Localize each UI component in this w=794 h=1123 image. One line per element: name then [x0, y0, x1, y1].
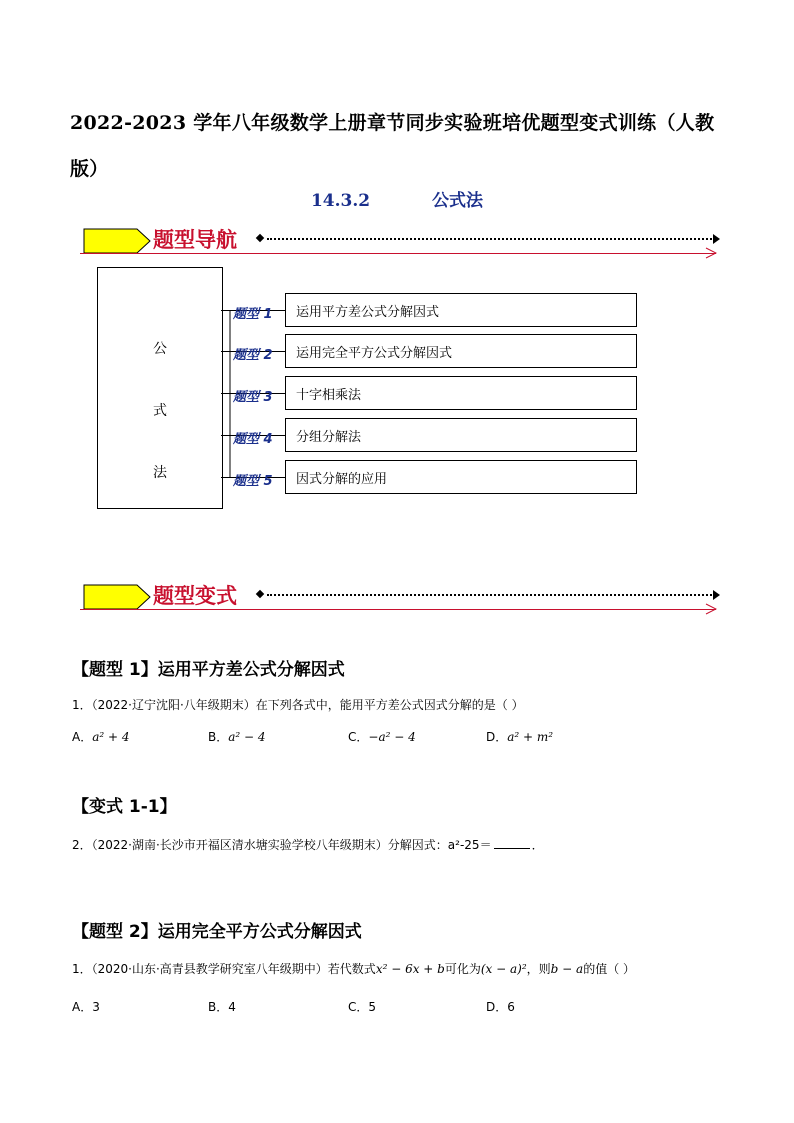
arrow-right-icon: [713, 234, 720, 244]
box-char: 式: [153, 403, 167, 419]
question-2-stem: 2．（2022·湖南·长沙市开福区清水塘实验学校八年级期末）分解因式：a²-25＝ ．: [72, 838, 544, 852]
nav-row-type4[interactable]: [221, 418, 641, 452]
section-title: [0, 186, 794, 211]
nav-row-label: 题型 4: [233, 432, 273, 447]
section-name: 公式法: [432, 191, 484, 211]
red-rule: [80, 609, 716, 610]
nav-row-type1[interactable]: [221, 293, 641, 327]
red-arrow-icon: [705, 247, 717, 259]
question-1-stem: 1．（2022·辽宁沈阳·八年级期末）在下列各式中，能用平方差公式因式分解的是（ ）: [72, 698, 524, 712]
type2-heading: 【题型 2】运用完全平方公式分解因式: [72, 922, 362, 942]
nav-section-header: [83, 226, 733, 262]
type1-heading: 【题型 1】运用平方差公式分解因式: [72, 660, 345, 680]
answer-blank[interactable]: [494, 848, 530, 849]
nav-row-label: 题型 2: [233, 348, 273, 363]
tag-pentagon-icon: [83, 228, 151, 254]
section-number: 14.3.2: [310, 191, 371, 211]
q1-option-d[interactable]: D．a² + m²: [486, 730, 554, 744]
nav-row-text: 分组分解法: [296, 430, 362, 445]
nav-row-text: 运用平方差公式分解因式: [296, 305, 440, 320]
variant-1-1-heading: 【变式 1-1】: [72, 797, 177, 817]
nav-row-text: 因式分解的应用: [296, 472, 388, 487]
nav-row-label: 题型 1: [233, 307, 273, 322]
red-rule: [80, 253, 716, 254]
nav-row-type3[interactable]: [221, 376, 641, 410]
nav-row-label: 题型 5: [233, 474, 273, 489]
tag-pentagon-icon: [83, 584, 151, 610]
dotted-rule: [267, 238, 715, 240]
question-3-stem: 1．（2020·山东·高青县教学研究室八年级期中）若代数式x² − 6x + b可化为(x − a)²，则b − a的值（ ）: [72, 962, 636, 976]
q1-option-a[interactable]: A．a² + 4: [72, 730, 130, 744]
red-arrow-icon: [705, 603, 717, 615]
nav-header-label: 题型导航: [153, 228, 237, 252]
q3-option-d[interactable]: D．6: [486, 1000, 515, 1014]
nav-row-text: 运用完全平方公式分解因式: [296, 346, 453, 361]
nav-row-type2[interactable]: [221, 334, 641, 368]
diamond-bullet-icon: [256, 590, 264, 598]
arrow-right-icon: [713, 590, 720, 600]
formula-method-box: [97, 267, 223, 509]
variant-section-header: [83, 582, 733, 618]
q1-option-b[interactable]: B．a² − 4: [208, 730, 266, 744]
nav-row-text: 十字相乘法: [296, 388, 362, 403]
variant-header-label: 题型变式: [153, 584, 237, 608]
box-char: 法: [153, 465, 167, 481]
nav-row-type5[interactable]: [221, 460, 641, 494]
box-char: 公: [153, 341, 167, 357]
diamond-bullet-icon: [256, 234, 264, 242]
q3-option-a[interactable]: A．3: [72, 1000, 100, 1014]
nav-row-label: 题型 3: [233, 390, 273, 405]
document-title: 2022-2023 学年八年级数学上册章节同步实验班培优题型变式训练（人教版）: [70, 112, 715, 180]
q3-option-c[interactable]: C．5: [348, 1000, 377, 1014]
dotted-rule: [267, 594, 715, 596]
q3-option-b[interactable]: B．4: [208, 1000, 236, 1014]
q1-option-c[interactable]: C．−a² − 4: [348, 730, 416, 744]
